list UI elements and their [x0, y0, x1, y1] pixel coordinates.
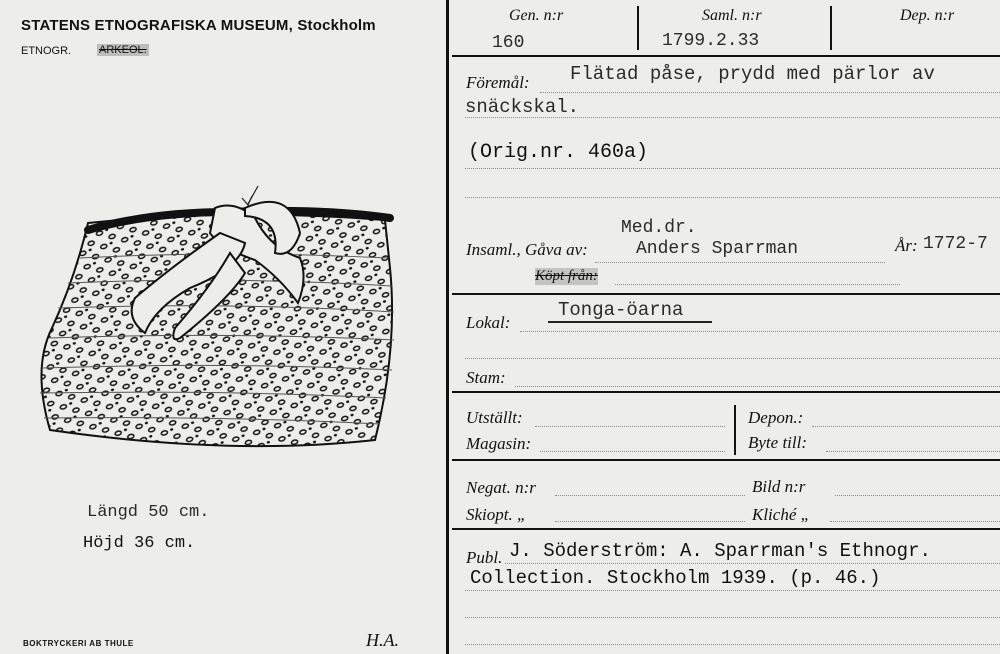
- object-description-line1: Flätad påse, prydd med pärlor av: [570, 63, 935, 85]
- collector-title: Med.dr.: [621, 218, 697, 238]
- collector-rule: [452, 293, 1000, 295]
- purchase-label-struck: Köpt från:: [535, 268, 598, 284]
- location-label: Lokal:: [466, 313, 511, 332]
- depot-label: Depon.:: [748, 408, 804, 427]
- image-dotted-line: [835, 495, 1000, 496]
- collector-dotted-line: [595, 262, 885, 263]
- length-measurement: Längd 50 cm.: [87, 503, 210, 522]
- depot-dotted-line: [812, 426, 1000, 427]
- location-value: Tonga-öarna: [558, 299, 684, 321]
- location-dotted-line: [520, 331, 1000, 332]
- object-description-line2: snäckskal.: [465, 96, 580, 118]
- cliche-label: Kliché „: [752, 505, 811, 524]
- saml-number-label: Saml. n:r: [702, 7, 762, 24]
- bag-drawing: [30, 178, 400, 463]
- header-separator-2: [830, 6, 832, 50]
- department-struck-label: ARKEOL.: [99, 44, 147, 56]
- height-measurement: Höjd 36 cm.: [83, 534, 196, 553]
- storeroom-label: Magasin:: [466, 434, 532, 453]
- location-dotted-line-2: [465, 358, 1000, 359]
- gen-number-value: 160: [492, 33, 525, 53]
- publication-line1: J. Söderström: A. Sparrman's Ethnogr.: [509, 540, 931, 562]
- object-dotted-line-3: [465, 168, 1000, 169]
- sketch-dotted-line: [555, 521, 745, 522]
- original-number: (Orig.nr. 460a): [468, 141, 649, 164]
- museum-name: STATENS ETNOGRAFISKA MUSEUM, Stockholm: [21, 17, 376, 34]
- negative-label: Negat. n:r: [466, 478, 536, 497]
- tribe-label: Stam:: [466, 368, 506, 387]
- publication-dotted-line-1: [505, 563, 1000, 564]
- dep-number-label: Dep. n:r: [900, 7, 955, 24]
- photo-rule: [452, 528, 1000, 530]
- publication-dotted-line-2: [465, 590, 1000, 591]
- year-label: År:: [895, 236, 918, 255]
- collector-name: Anders Sparrman: [636, 239, 799, 259]
- tribe-dotted-line: [515, 386, 1000, 387]
- exchange-label: Byte till:: [748, 433, 808, 452]
- storage-separator: [734, 405, 736, 455]
- publication-dotted-line-4: [465, 644, 1000, 645]
- saml-number-value: 1799.2.33: [662, 31, 760, 51]
- storage-rule: [452, 459, 1000, 461]
- header-rule: [452, 55, 1000, 57]
- gen-number-label: Gen. n:r: [509, 7, 564, 24]
- object-dotted-line-4: [465, 197, 1000, 198]
- publication-dotted-line-3: [465, 617, 1000, 618]
- collector-label: Insaml., Gåva av:: [466, 240, 588, 259]
- negative-dotted-line: [555, 495, 745, 496]
- initials: H.A.: [366, 630, 399, 650]
- cliche-dotted-line: [830, 521, 1000, 522]
- purchase-dotted-line: [615, 284, 900, 285]
- printer-name: BOKTRYCKERI AB THULE: [23, 639, 134, 648]
- year-value: 1772-7: [923, 234, 988, 254]
- card-divider: [446, 0, 449, 654]
- object-dotted-line-1: [540, 92, 1000, 93]
- object-label: Föremål:: [466, 73, 530, 92]
- publication-label: Publ.: [466, 548, 503, 567]
- header-separator-1: [637, 6, 639, 50]
- sketch-label: Skiopt. „: [466, 505, 527, 524]
- storeroom-dotted-line: [540, 451, 725, 452]
- location-underline: [548, 321, 712, 323]
- object-dotted-line-2: [465, 117, 1000, 118]
- exchange-dotted-line: [826, 451, 1000, 452]
- exhibited-dotted-line: [535, 426, 725, 427]
- department-label: ETNOGR.: [21, 45, 72, 57]
- publication-line2: Collection. Stockholm 1939. (p. 46.): [470, 567, 881, 589]
- image-number-label: Bild n:r: [752, 477, 806, 496]
- exhibited-label: Utställt:: [466, 408, 523, 427]
- tribe-rule: [452, 391, 1000, 393]
